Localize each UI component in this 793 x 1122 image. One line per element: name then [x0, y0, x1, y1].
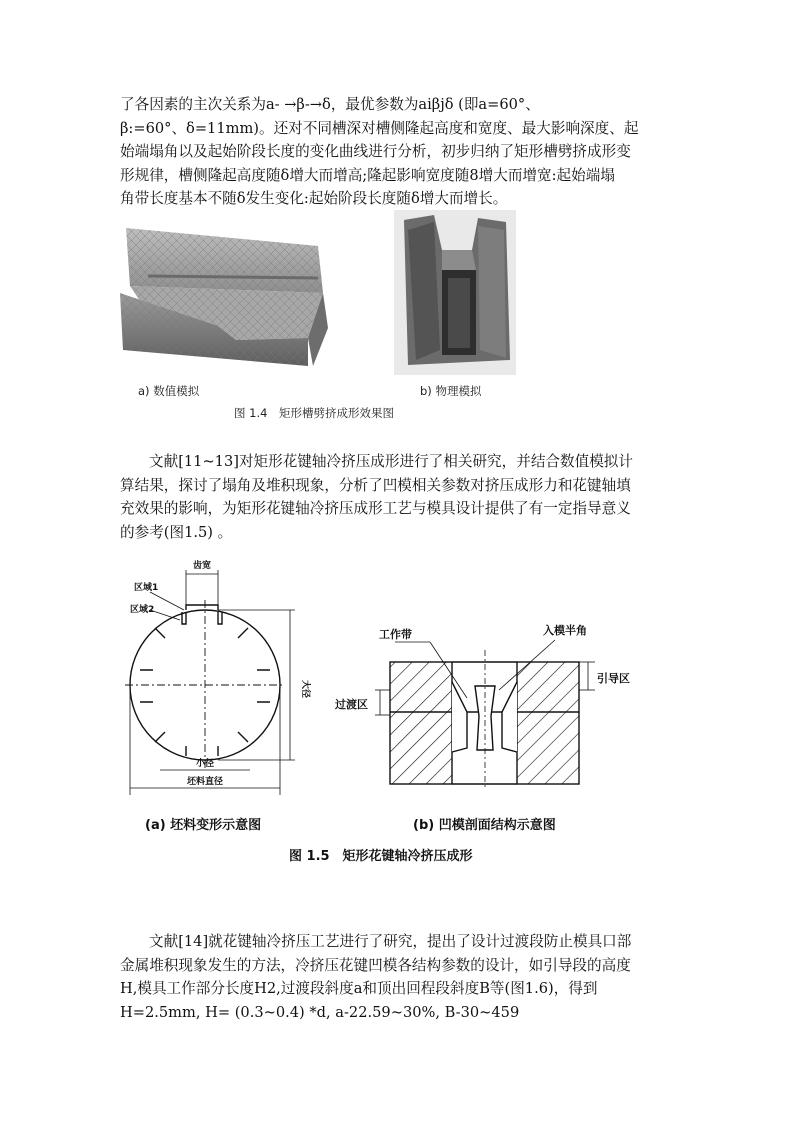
minor-dia-label: 小径	[195, 759, 215, 769]
text-line: β:=60°、δ=11mm)。还对不同槽深对槽侧隆起高度和宽度、最大影响深度、起	[120, 119, 639, 137]
work-band-label: 工作带	[379, 628, 412, 641]
text-line: H=2.5mm, H= (0.3~0.4) *d, a-22.59~30%, B-30~459	[120, 1003, 520, 1021]
transition-zone-label: 过渡区	[335, 698, 368, 711]
blank-dia-label: 坯料直径	[186, 777, 224, 787]
text-line: 始端塌角以及起始阶段长度的变化曲线进行分析，初步归纳了矩形槽劈挤成形变	[120, 143, 631, 160]
fig14-label-b: b) 物理模拟	[420, 384, 482, 398]
fig15-sub-b: (b) 凹模剖面结构示意图	[413, 818, 556, 833]
fig15-sub-a: (a) 坯料变形示意图	[145, 818, 262, 833]
paragraph-2	[120, 450, 676, 544]
paragraph-1	[120, 93, 676, 211]
figure-1-4-numerical-image	[118, 218, 333, 368]
figure-1-4-physical-image	[394, 210, 516, 375]
tooth-width-label: 齿宽	[192, 561, 212, 571]
fig14-caption: 图 1.4 矩形槽劈挤成形效果图	[234, 406, 394, 420]
fig15-caption: 图 1.5 矩形花键轴冷挤压成形	[289, 849, 473, 864]
text-line: 文献[14]就花键轴冷挤压工艺进行了研究，提出了设计过渡段防止模具口部	[149, 933, 632, 950]
text-line: H,模具工作部分长度H2,过渡段斜度a和顶出回程段斜度B等(图1.6)，得到	[120, 980, 598, 997]
text-line: 金属堆积现象发生的方法，冷挤压花键凹模各结构参数的设计，如引导段的高度	[120, 956, 631, 974]
text-line: 算结果，探讨了塌角及堆积现象，分析了凹模相关参数对挤压成形力和花键轴填	[120, 476, 631, 494]
region2-label: 区域2	[130, 605, 155, 615]
text-line: 了各因素的主次关系为a- →β-→δ，最优参数为aiβjδ (即a=60°、	[120, 96, 540, 113]
entry-half-angle-label: 入模半角	[543, 624, 587, 637]
text-line: 充效果的影响，为矩形花键轴冷挤压成形工艺与模具设计提供了有一定指导意义	[120, 500, 631, 517]
guide-zone-label: 引导区	[597, 672, 630, 685]
figure-1-5a-blank-deformation	[120, 560, 320, 800]
figure-1-5b-die-section	[335, 620, 635, 790]
region1-label: 区域1	[134, 583, 159, 593]
text-line: 形规律，槽侧隆起高度随δ增大而增高;隆起影响宽度随8增大而增宽:起始端塌	[120, 166, 615, 184]
major-dia-label: 大径	[300, 680, 310, 699]
text-line: 文献[11~13]对矩形花键轴冷挤压成形进行了相关研究，并结合数值模拟计	[149, 453, 633, 470]
fig14-label-a: a) 数值模拟	[138, 384, 200, 398]
text-line: 的参考(图1.5) 。	[120, 523, 233, 541]
paragraph-3	[120, 930, 676, 1024]
text-line: 角带长度基本不随δ发生变化:起始阶段长度随δ增大而增长。	[120, 190, 508, 207]
